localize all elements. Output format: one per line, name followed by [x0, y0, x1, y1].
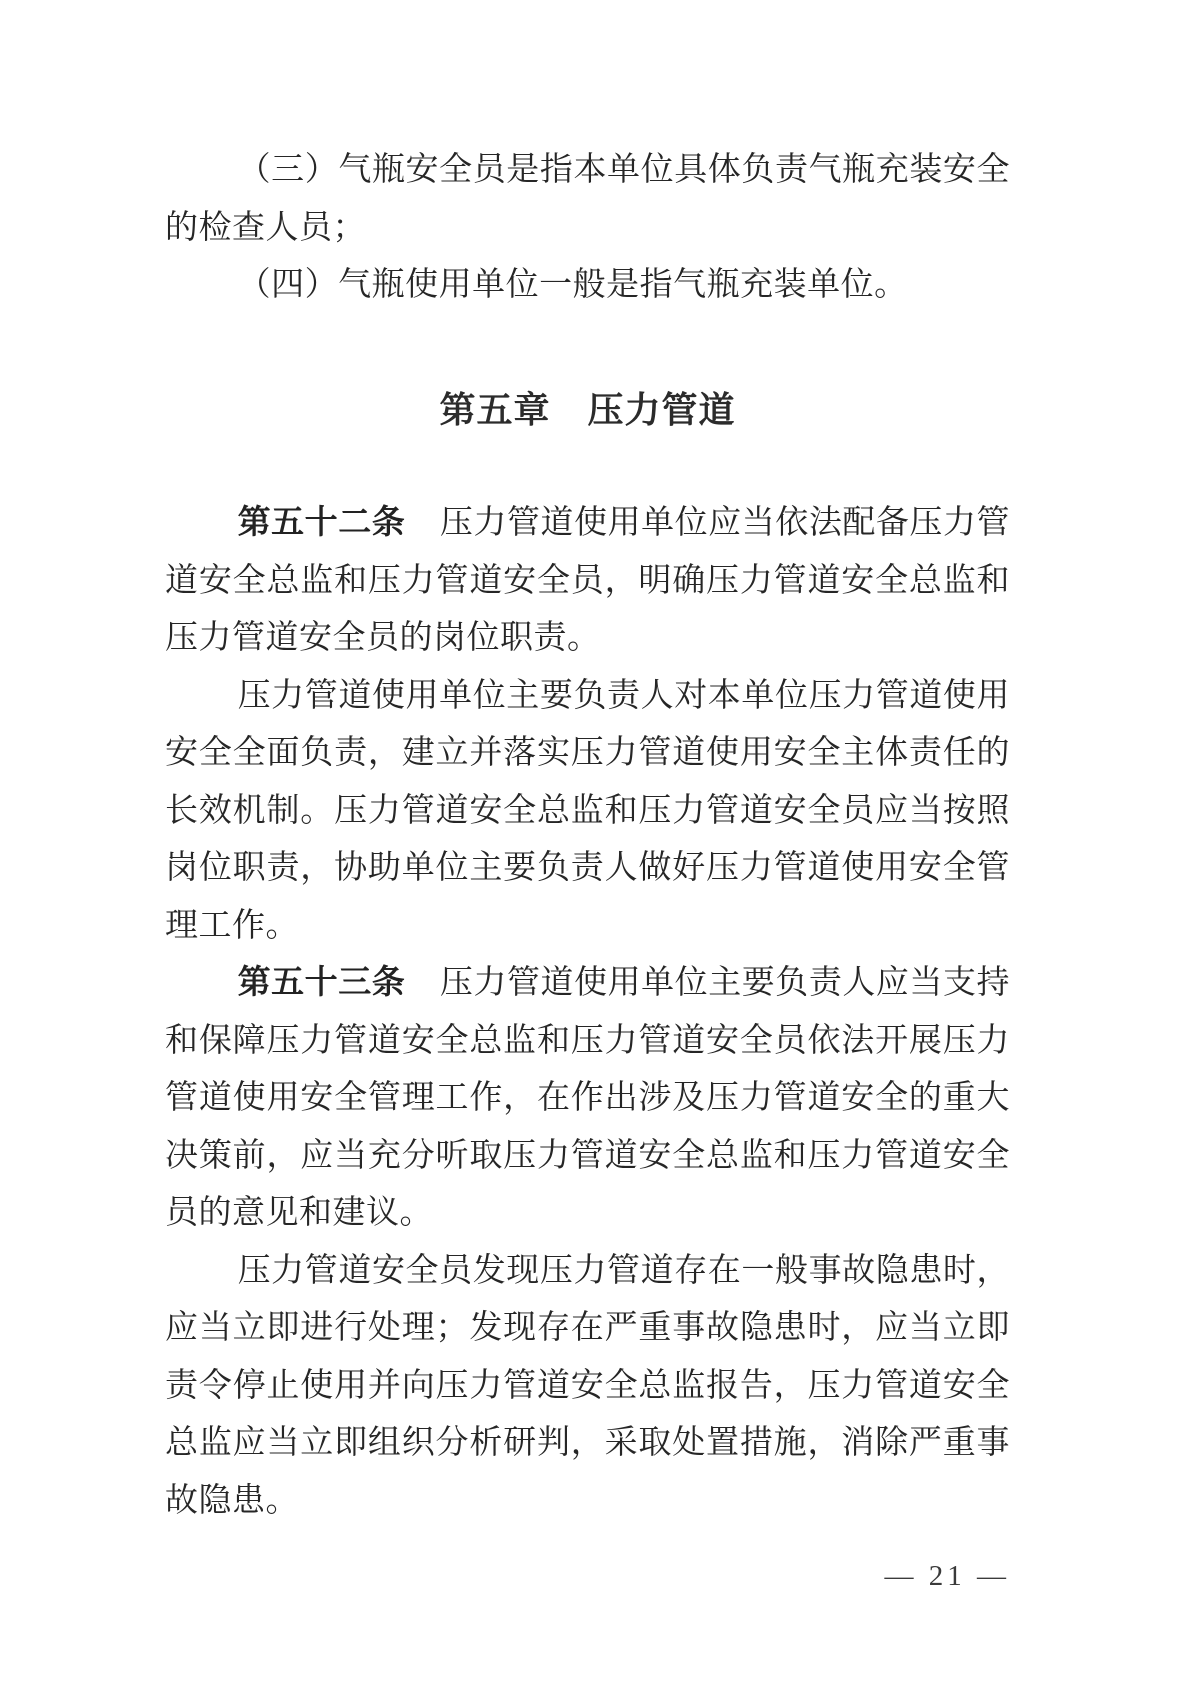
- clause-item-3: （三）气瓶安全员是指本单位具体负责气瓶充装安全的检查人员；: [165, 152, 1010, 246]
- page-number: — 21 —: [884, 1560, 1010, 1592]
- article-52-text: 压力管道使用单位应当依法配备压力管道安全总监和压力管道安全员，明确压力管道安全总监和压力管道安全员的岗位职责。: [165, 505, 1011, 656]
- article-53-paragraph-2: 压力管道安全员发现压力管道存在一般事故隐患时，应当立即进行处理；发现存在严重事故隐患时，应当立即责令停止使用并向压力管道安全总监报告，压力管道安全总监应当立即组织分析研判，采取处置措施，消除严重事故隐患。: [165, 1252, 1010, 1519]
- clause-item-4: （四）气瓶使用单位一般是指气瓶充装单位。: [237, 267, 908, 303]
- article-53-paragraph: [165, 955, 1010, 1243]
- article-52-paragraph-2: 压力管道使用单位主要负责人对本单位压力管道使用安全全面负责，建立并落实压力管道使用安全主体责任的长效机制。压力管道安全总监和压力管道安全员应当按照岗位职责，协助单位主要负责人做好压力管道使用安全管理工作。: [165, 677, 1010, 944]
- article-52-number: 第五十二条: [237, 505, 406, 541]
- article-52-paragraph: [165, 495, 1010, 668]
- article-53-number: 第五十三条: [237, 965, 406, 1001]
- chapter-heading: 第五章 压力管道: [439, 388, 736, 430]
- document-content: [165, 142, 1010, 1530]
- article-53-text: 压力管道使用单位主要负责人应当支持和保障压力管道安全总监和压力管道安全员依法开展压力管道使用安全管理工作，在作出涉及压力管道安全的重大决策前，应当充分听取压力管道安全总监和压力管道安全员的意见和建议。: [165, 965, 1011, 1231]
